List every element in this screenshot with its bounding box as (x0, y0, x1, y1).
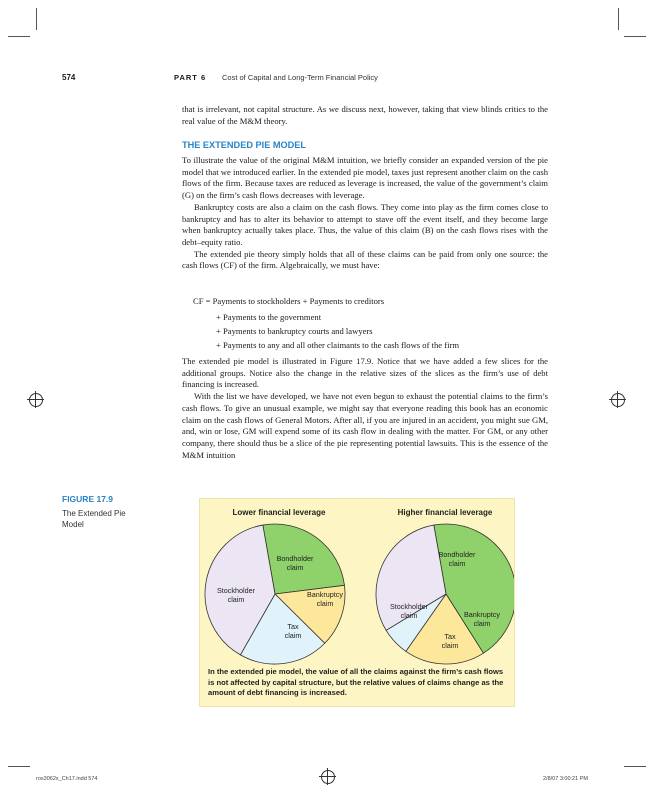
crop-mark (624, 36, 646, 37)
pie-charts (200, 499, 514, 669)
paragraph: The extended pie theory simply holds that all of these claims can be paid from only one source: the cash flows (CF) of the firm. Algebraically, we must have: (182, 248, 548, 271)
slice-label: Bankruptcy claim (464, 610, 500, 628)
registration-mark-icon (29, 393, 43, 407)
footer-timestamp: 2/8/07 3:00:21 PM (543, 776, 588, 782)
crop-mark (624, 766, 646, 767)
crop-mark (8, 36, 30, 37)
equation-line: + Payments to any and all other claimants to the cash flows of the firm (216, 340, 460, 350)
equation-line: + Payments to the government (216, 312, 322, 322)
part-label: PART 6 (174, 73, 207, 82)
pie-title: Lower financial leverage (232, 508, 326, 517)
body-text-after (182, 356, 548, 461)
equation-first-line: CF = Payments to stockholders + Payments to creditors (193, 296, 385, 306)
paragraph: To illustrate the value of the original M&M intuition, we briefly consider an expanded version of the pie model that we introduced earlier. In the extended pie model, taxes just represent another claim on the cash flows of the firm. Because taxes are reduced as leverage is increased, the value of the government’s claim (G) on the firm’s cash flows decreases with leverage. (182, 155, 548, 201)
figure-note: In the extended pie model, the value of all the claims against the firm’s cash flows is not affected by capital structure, but the relative values of claims change as the amount of debt financing is increased. (208, 667, 504, 697)
paragraph: Bankruptcy costs are also a claim on the cash flows. They come into play as the firm comes close to bankruptcy and has to alter its behavior to attempt to stave off the event itself, and they become large when bankruptcy actually takes place. Thus, the value of this claim (B) on the cash flows rises with the debt–equity ratio. (182, 201, 548, 247)
page-number: 574 (62, 73, 76, 82)
registration-mark-icon (611, 393, 625, 407)
running-header (62, 73, 582, 87)
crop-mark (8, 766, 30, 767)
paragraph: The extended pie model is illustrated in Figure 17.9. Notice that we have added a few slices for the additional groups. Notice also the change in the relative sizes of the slices as the firm’s use of debt financing is increased. (182, 356, 548, 390)
figure-panel (199, 498, 515, 707)
slice-label: Bankruptcy claim (307, 590, 343, 608)
equation-line: + Payments to bankruptcy courts and lawyers (216, 326, 373, 336)
part-title: Cost of Capital and Long-Term Financial Policy (222, 73, 378, 82)
intro-paragraph: that is irrelevant, not capital structure. As we discuss next, however, taking that view blinds critics to the real value of the M&M theory. (182, 104, 548, 126)
slice-label: Tax claim (284, 622, 302, 640)
crop-mark (36, 8, 37, 30)
section-heading: THE EXTENDED PIE MODEL (182, 140, 307, 150)
figure-number: FIGURE 17.9 (62, 494, 114, 504)
pie-title: Higher financial leverage (397, 508, 493, 517)
slice-label: Tax claim (441, 632, 459, 650)
slice-label: Stockholder claim (390, 602, 428, 620)
slice-label: Stockholder claim (217, 586, 255, 604)
body-text (182, 155, 548, 272)
registration-mark-icon (321, 770, 335, 784)
slice-label: Bondholder claim (438, 550, 476, 568)
crop-mark (618, 8, 619, 30)
figure-caption: The Extended Pie Model (62, 509, 126, 529)
slice-label: Bondholder claim (276, 554, 314, 572)
footer-file: ros3062x_Ch17.indd 574 (36, 776, 98, 782)
paragraph: With the list we have developed, we have not even begun to exhaust the potential claims to the firm’s cash flows. To give an unusual example, we might say that everyone reading this book has an economic claim on the cash flows of General Motors. After all, if you are injured in an accident, you might sue GM, and, win or lose, GM will expend some of its cash flow in dealing with the matter. For GM, or any other company, there should thus be a slice of the pie representing potential lawsuits. This is the essence of the M&M intuition (182, 391, 548, 460)
